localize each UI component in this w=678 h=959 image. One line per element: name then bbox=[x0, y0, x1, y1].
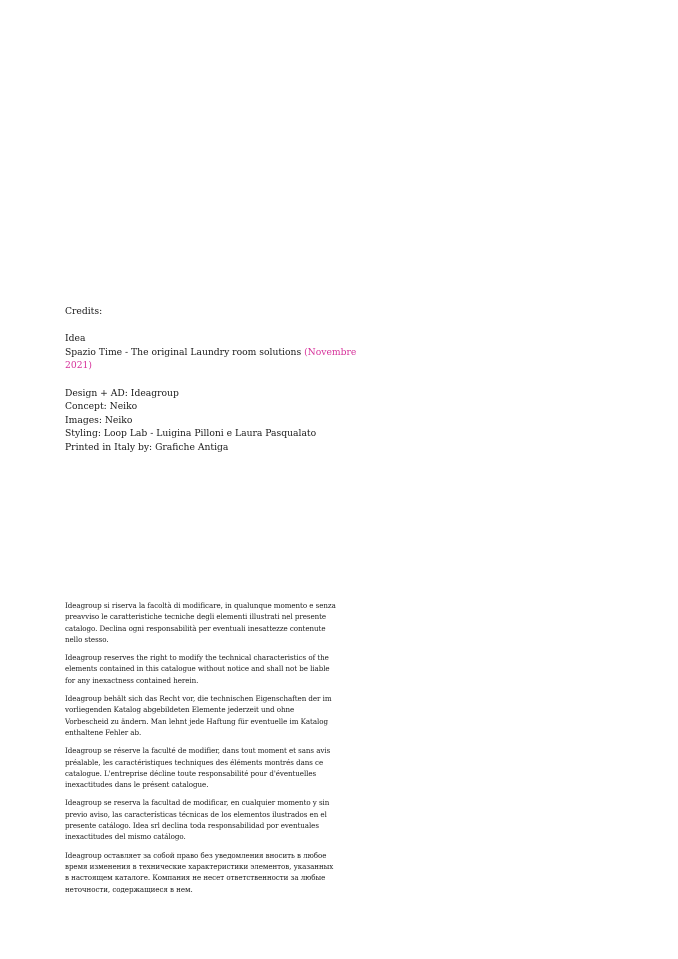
edition-date: (Novembre 2021) bbox=[65, 346, 357, 372]
credit-concept: Concept: Neiko bbox=[65, 401, 138, 413]
spacer bbox=[65, 373, 385, 387]
credits-heading: Credits: bbox=[65, 306, 103, 317]
credits-block bbox=[65, 305, 385, 455]
credit-printer: Printed in Italy by: Grafiche Antiga bbox=[65, 441, 229, 453]
disclaimer-english: Ideagroup reserves the right to modify the technical characteristics of the elements contained in this catalogue without notice and shall not be liable for any inexactness contained herein. bbox=[65, 653, 330, 685]
disclaimer-french: Ideagroup se réserve la faculté de modifier, dans tout moment et sans avis préalable, les caractéristiques techniques des éléments montrés dans ce catalogue. L'entreprise décline toute responsabilité pour d'éventuelles inexactitudes dans le présent catalogue. bbox=[65, 746, 331, 790]
disclaimer-spanish: Ideagroup se reserva la facultad de modificar, en cualquier momento y sin previo aviso, las características técnicas de los elementos ilustrados en el presente catálogo. Idea srl declina toda responsabilidad por eventuales inexactitudes del mismo catálogo. bbox=[65, 798, 330, 842]
disclaimers-block bbox=[65, 600, 337, 902]
disclaimer-russian: Ideagroup оставляет за собой право без уведомления вносить в любое время изменения в технические характеристики элементов, указанных в настоящем каталоге. Компания не несет ответственности за любые неточности, содержащиеся в нем. bbox=[65, 850, 334, 894]
credit-design: Design + AD: Ideagroup bbox=[65, 387, 179, 399]
collection-title-line bbox=[65, 346, 385, 373]
spacer bbox=[65, 319, 385, 333]
collection-title: Spazio Time - The original Laundry room solutions bbox=[65, 346, 302, 358]
brand-name: Idea bbox=[65, 333, 86, 345]
credit-images: Images: Neiko bbox=[65, 414, 133, 426]
disclaimer-german: Ideagroup behält sich das Recht vor, die technischen Eigenschaften der im vorliegenden Katalog abgebildeten Elemente jederzeit und ohne Vorbescheid zu ändern. Man lehnt jede Haftung für eventuelle im Katalog enthaltene Fehler ab. bbox=[65, 694, 332, 737]
disclaimer-italian: Ideagroup si riserva la facoltà di modificare, in qualunque momento e senza preavviso le caratteristiche tecniche degli elementi illustrati nel presente catalogo. Declina ogni responsabilità per eventuali inesattezze contenute nello stesso. bbox=[65, 601, 336, 644]
credit-styling: Styling: Loop Lab - Luigina Pilloni e Laura Pasqualato bbox=[65, 428, 317, 440]
